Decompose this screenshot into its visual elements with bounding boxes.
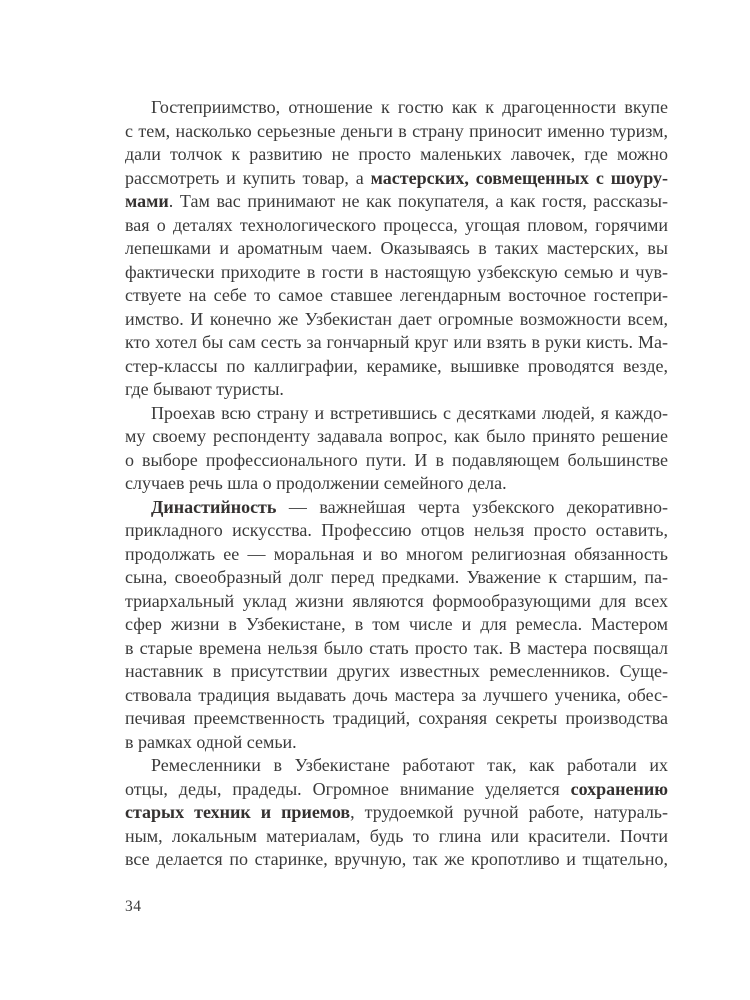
text-line: в рамках одной семьи. [125,731,297,752]
text-line: Династийность — важнейшая черта узбекского декоративно- [151,496,668,517]
paragraph [125,402,668,496]
text-line: Ремесленники в Узбекистане работают так, как работали их [151,755,668,775]
text-line: триархальный уклад жизни являются формообразующими для всех [125,590,668,611]
text-line: Проехав всю страну и встретившись с десятками людей, я каждо- [151,402,668,423]
page-number: 34 [125,898,142,915]
paragraph [125,96,668,402]
text-line: вая о деталях технологического процесса, угощая пловом, горячими [125,214,668,235]
page-text [125,96,668,872]
text-line: все делается по старинке, вручную, так же кропотливо и тщательно, [125,849,668,869]
text-line: имство. И конечно же Узбекистан дает огромные возможности всем, [125,308,668,329]
text-line: наставник в присутствии других известных ремесленников. Суще- [125,661,668,681]
text-line: отцы, деды, прадеды. Огромное внимание уделяется сохранению [125,778,668,799]
text-line: продолжать ее — моральная и во многом религиозная обязанность [125,543,668,564]
text-line: ствовала традиция выдавать дочь мастера за лучшего ученика, обес- [125,684,668,705]
text-line: ствуете на себе то самое ставшее легендарным восточное гостепри- [125,285,668,305]
text-line: сына, своеобразный долг перед предками. Уважение к старшим, па- [125,567,668,587]
text-line: ным, локальным материалам, будь то глина или красители. Почти [125,825,668,846]
text-line: стер-классы по каллиграфии, керамике, вышивке проводятся везде, [125,355,668,376]
text-line: о выборе профессионального пути. И в подавляющем большинстве [125,449,668,470]
text-line: сфер жизни в Узбекистане, в том числе и для ремесла. Мастером [125,614,668,634]
paragraph [125,496,668,755]
text-line: прикладного искусства. Профессию отцов нельзя просто оставить, [125,520,668,540]
text-line: му своему респонденту задавала вопрос, как было принято решение [125,426,668,446]
text-line: печивая преемственность традиций, сохраняя секреты производства [125,708,668,728]
paragraph [125,754,668,872]
text-line: лепешками и ароматным чаем. Оказываясь в таких мастерских, вы [125,238,668,258]
text-line: случаев речь шла о продолжении семейного дела. [125,473,507,493]
text-line: фактически приходите в гости в настоящую узбекскую семью и чув- [125,261,668,282]
text-line: рассмотреть и купить товар, а мастерских, совмещенных с шоуру- [125,167,669,188]
text-line: дали толчок к развитию не просто маленьких лавочек, где можно [125,144,668,164]
text-line: где бывают туристы. [125,379,284,399]
text-line: в старые времена нельзя было стать просто так. В мастера посвящал [125,637,668,658]
text-line: с тем, насколько серьезные деньги в страну приносит именно туризм, [125,120,668,141]
text-line: Гостеприимство, отношение к гостю как к драгоценности вкупе [151,97,668,117]
text-line: кто хотел бы сам сесть за гончарный круг или взять в руки кисть. Ма- [125,332,668,352]
text-line: старых техник и приемов, трудоемкой ручной работе, натураль- [125,802,669,822]
text-line: мами. Там вас принимают не как покупателя, а как гостя, рассказы- [125,191,668,211]
